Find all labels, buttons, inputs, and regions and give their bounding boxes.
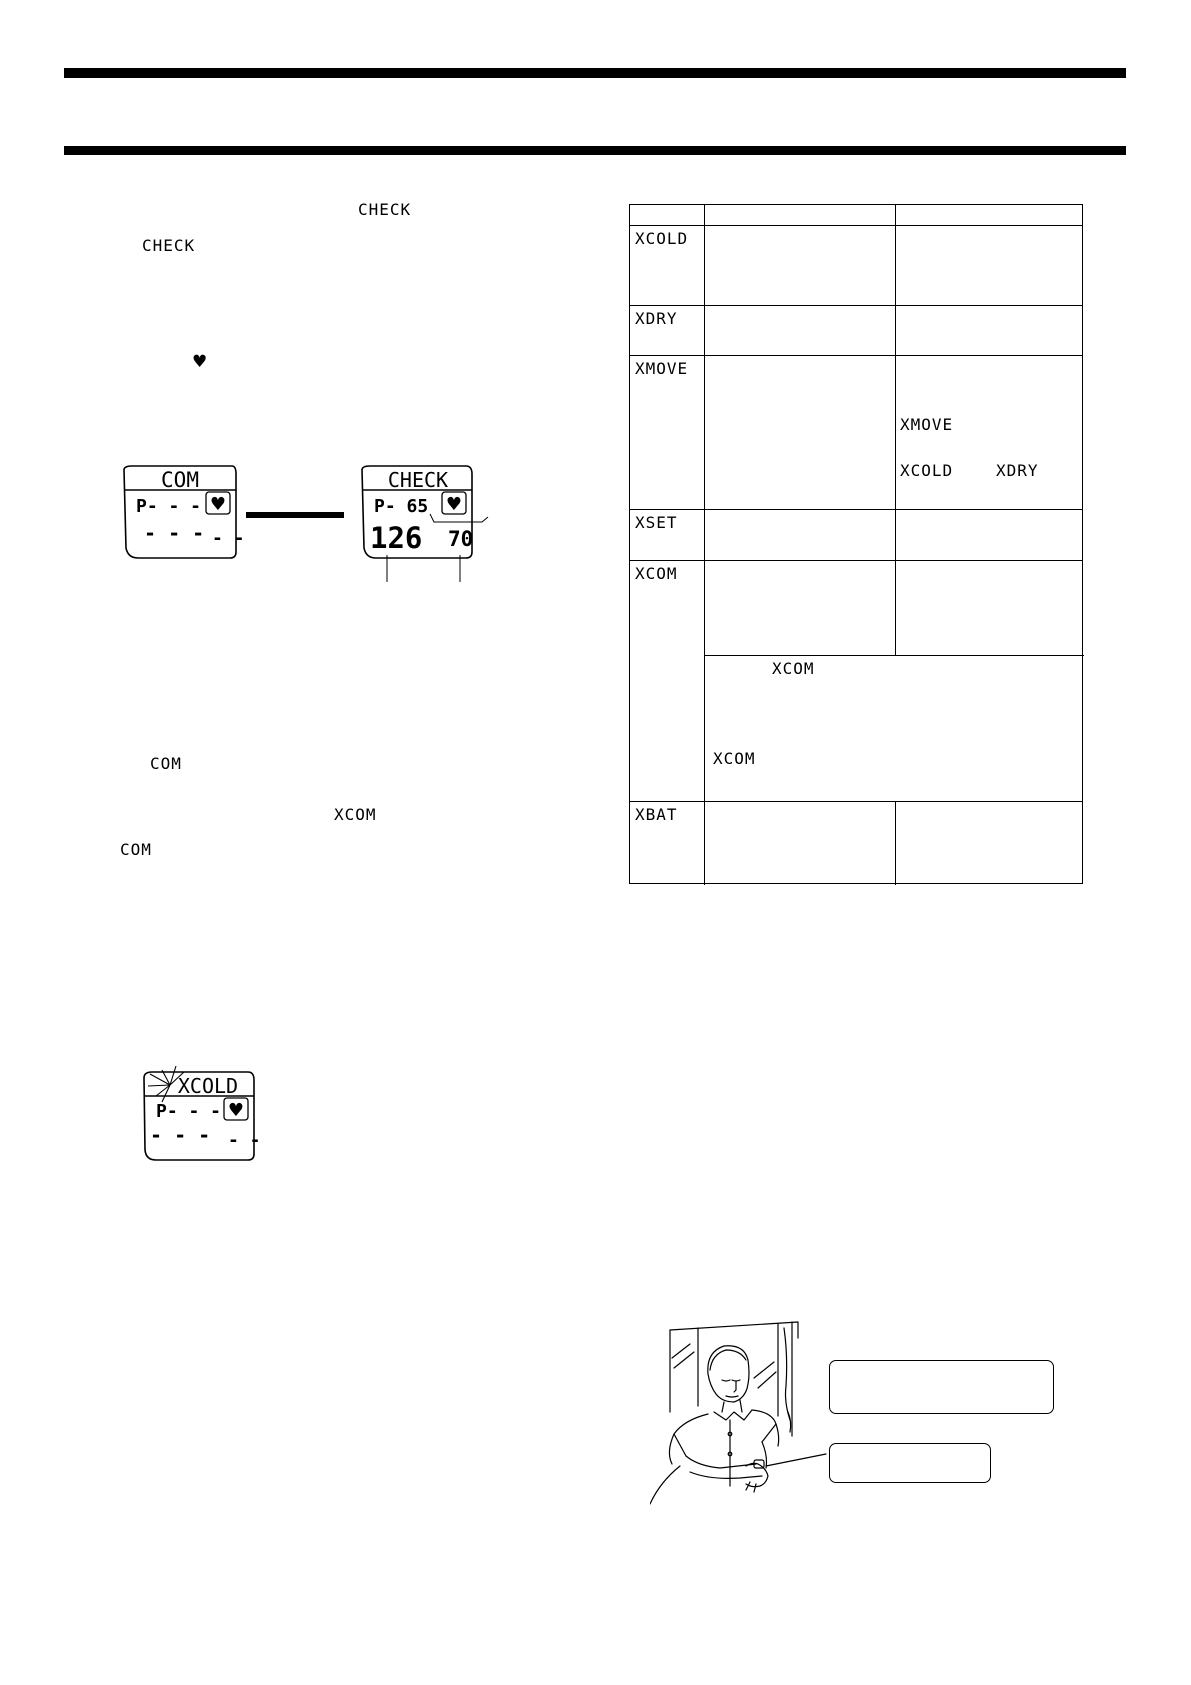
error-code-xdry: XDRY [635,309,678,328]
callout-box-large [829,1360,1054,1414]
table-header-line [630,225,1082,226]
lcd-systolic-value: 126 [370,521,423,555]
xcold-ref: XCOLD [900,461,954,480]
lcd-display-com [124,466,245,558]
lcd-systolic-dashes: - - - [150,1123,211,1147]
inline-com-label: COM [150,754,182,773]
callout-box-small [829,1443,991,1483]
inline-com-label: COM [120,840,152,859]
heart-icon: ♥ [192,352,208,372]
error-code-xbat: XBAT [635,805,678,824]
lcd-pulse-row: P- - - [156,1101,222,1122]
error-code-xset: XSET [635,513,678,532]
transition-bar [246,512,344,518]
inline-check-label: CHECK [358,200,412,219]
xcom-ref: XCOM [772,659,815,678]
error-code-xcom: XCOM [635,564,678,583]
table-row-line [630,560,1082,561]
inline-check-label: CHECK [142,236,196,255]
error-code-xcold: XCOLD [635,229,689,248]
error-code-xmove: XMOVE [635,359,689,378]
lcd-heart-icon: ♥ [227,1100,245,1121]
lcd-systolic-dashes: - - - [144,521,205,545]
lcd-heart-icon: ♥ [445,494,463,515]
lcd-com-header: COM [161,468,199,492]
pulse-leader-line [430,514,488,522]
error-code-table [629,204,1083,884]
table-column-line [895,205,896,655]
lcd-heart-icon: ♥ [209,494,227,515]
table-row-line [630,509,1082,510]
table-subrow-line [705,655,1084,656]
table-row-line [630,305,1082,306]
lcd-check-header: CHECK [387,468,449,492]
table-row-line [630,801,1082,802]
lcd-pulse-row: P- - - [136,496,202,517]
lcd-xcold-header: XCOLD [177,1074,239,1098]
table-column-line [895,801,896,885]
lcd-diastolic-dashes: - - [228,1130,261,1151]
lcd-diastolic-dashes: - - [212,528,245,549]
lcd-display-xcold [144,1066,261,1160]
lcd-diastolic-value: 70 [448,527,474,551]
lcd-pulse-value: P- 65 [374,496,429,517]
table-row-line [630,355,1082,356]
xdry-ref: XDRY [996,461,1039,480]
xcom-ref: XCOM [713,749,756,768]
xmove-ref: XMOVE [900,415,954,434]
inline-xcom-label: XCOM [334,805,377,824]
table-column-line [704,205,705,885]
lcd-display-check [362,466,488,582]
